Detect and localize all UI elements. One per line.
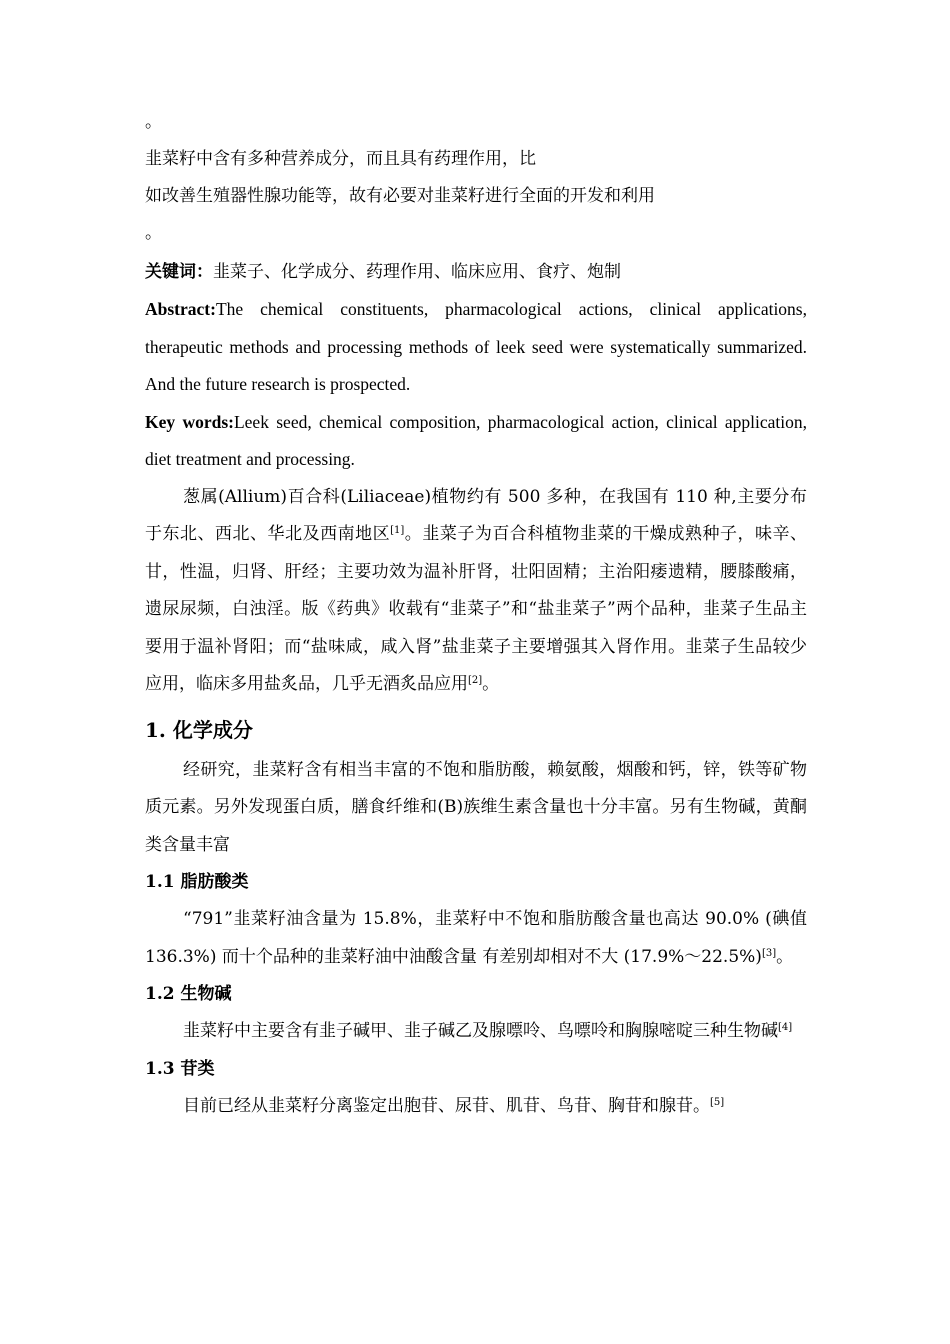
subsection-heading: 1.3 苷类 (145, 1058, 215, 1079)
subsection-paragraph (145, 901, 807, 976)
document-page (145, 104, 807, 1125)
citation-ref: [5] (710, 1096, 725, 1108)
intro-paragraph (145, 479, 807, 704)
section-heading: 1. 化学成分 (145, 717, 253, 742)
subsection-heading: 1.1 脂肪酸类 (145, 872, 249, 892)
keywords-cn-label: 关键词： (145, 262, 213, 282)
text-line: 。 (145, 112, 162, 132)
paragraph-text: 韭菜籽中主要含有韭子碱甲、韭子碱乙及腺嘌呤、鸟嘌呤和胸腺嘧啶三种生物碱 (183, 1021, 778, 1041)
section-paragraph: 经研究，韭菜籽含有相当丰富的不饱和脂肪酸，赖氨酸，烟酸和钙，锌，铁等矿物质元素。另外发现蛋白质，膳食纤维和(B)族维生素含量也十分丰富。另有生物碱，黄酮类含量丰富 (145, 759, 807, 855)
citation-ref: [2] (468, 675, 483, 686)
citation-ref: [1] (390, 525, 405, 536)
keywords-en (145, 404, 807, 479)
subsection-paragraph (145, 1088, 807, 1126)
keywords-en-text: Leek seed, chemical composition, pharmacological action, clinical application, diet treatment and processing. (145, 411, 808, 469)
intro-text-1: 葱属(Allium)百合科(Liliaceae)植物约有 500 多种，在我国有 110 种,主要分布于东北、西北、华北及西南地区 (145, 486, 807, 544)
abstract-text: The chemical constituents, pharmacological actions, clinical applications, therapeutic methods and processing methods of leek seed were systematically summarized. And the future research is prospected. (145, 299, 807, 394)
text-line: 韭菜籽中含有多种营养成分，而且具有药理作用，比 (145, 149, 536, 169)
paragraph-text: “791”韭菜籽油含量为 15.8%，韭菜籽中不饱和脂肪酸含量也高达 90.0% (碘值 136.3%) 而十个品种的韭菜籽油中油酸含量 有差别却相对不大 (17.9%～22.5%) (145, 909, 807, 967)
abstract-label: Abstract: (145, 299, 216, 319)
text-line: 如改善生殖器性腺功能等，故有必要对韭菜籽进行全面的开发和利用 (145, 186, 655, 206)
subsection-heading: 1.2 生物碱 (145, 984, 232, 1004)
keywords-cn (145, 254, 807, 291)
intro-text-2: 。韭菜子为百合科植物韭菜的干燥成熟种子，味辛、甘，性温，归肾、肝经；主要功效为温补肝肾，壮阳固精；主治阳痿遗精，腰膝酸痛，遗尿尿频，白浊淫。版《药典》收载有“韭菜子”和“盐韭菜子”两个品种，韭菜子生品主要用于温补肾阳；而“盐味咸，咸入肾”盐韭菜子主要增强其入肾作用。韭菜子生品较少应用，临床多用盐炙品，几乎无酒炙品应用 (145, 524, 807, 694)
keywords-cn-text: 韭菜子、化学成分、药理作用、临床应用、食疗、炮制 (213, 262, 621, 282)
text-line: 。 (145, 223, 162, 243)
subsection-paragraph (145, 1013, 807, 1051)
abstract (145, 291, 807, 404)
citation-ref: [3] (761, 947, 777, 959)
citation-ref: [4] (778, 1022, 793, 1033)
paragraph-tail: 。 (776, 946, 794, 967)
intro-text-3: 。 (482, 674, 500, 694)
paragraph-text: 目前已经从韭菜籽分离鉴定出胞苷、尿苷、肌苷、鸟苷、胸苷和腺苷。 (183, 1095, 710, 1116)
keywords-en-label: Key words: (145, 411, 234, 432)
